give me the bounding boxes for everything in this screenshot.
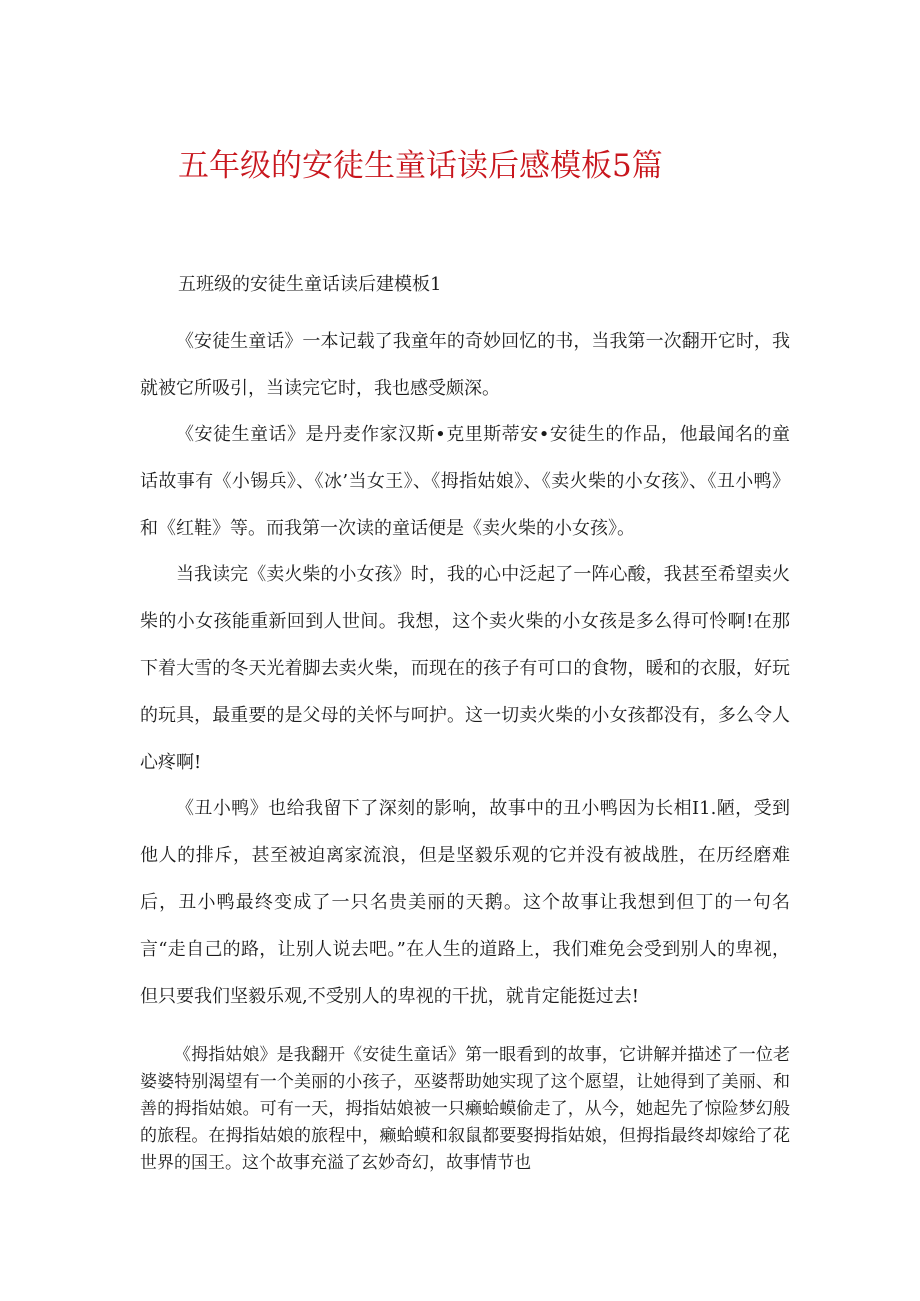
paragraph-match-girl: 当我读完《卖火柴的小女孩》时，我的心中泛起了一阵心酸，我甚至希望卖火柴的小女孩能重新回到人世间。我想，这个卖火柴的小女孩是多么得可怜啊!在那下着大雪的冬天光着脚去卖火柴，而现在的孩子有可口的食物，暖和的衣服，好玩的玩具，最重要的是父母的关怀与呵护。这一切卖火柴的小女孩都没有，多么令人心疼啊! — [140, 564, 790, 773]
paragraph-intro: 《安徒生童话》一本记载了我童年的奇妙回忆的书，当我第一次翻开它时，我就被它所吸引，当读完它时，我也感受颇深。 — [140, 331, 790, 399]
section-heading: 五班级的安徒生童话读后建模板1 — [178, 274, 442, 295]
paragraph-author-works: 《安徒生童话》是丹麦作家汉斯•克里斯蒂安•安徒生的作品，他最闻名的童话故事有《小锡兵》、《冰’当女王》、《拇指姑娘》、《卖火柴的小女孩》、《丑小鸭》和《红鞋》等。而我第一次读的童话便是《卖火柴的小女孩》。 — [140, 424, 790, 539]
document-title: 五年级的安徒生童话读后感模板5篇 — [178, 148, 663, 184]
paragraph-thumbelina: 《拇指姑娘》是我翻开《安徒生童话》第一眼看到的故事，它讲解并描述了一位老婆婆特别渴望有一个美丽的小孩子，巫婆帮助她实现了这个愿望，让她得到了美丽、和善的拇指姑娘。可有一天，拇指姑娘被一只癞蛤蟆偷走了，从今，她起先了惊险梦幻般的旅程。在拇指姑娘的旅程中，癞蛤蟆和叙鼠都要娶拇指姑娘，但拇指最终却嫁给了花世界的国王。这个故事充溢了玄妙奇幻，故事情节也 — [140, 1045, 790, 1173]
paragraph-ugly-duckling: 《丑小鸭》也给我留下了深刻的影响，故事中的丑小鸭因为长相I1.陋，受到他人的排斥，甚至被迫离家流浪，但是坚毅乐观的它并没有被战胜，在历经磨难后，丑小鸭最终变成了一只名贵美丽的天鹅。这个故事让我想到但丁的一句名言“走自己的路，让别人说去吧。”在人生的道路上，我们难免会受到别人的卑视，但只要我们坚毅乐观,不受别人的卑视的干扰，就肯定能挺过去! — [140, 798, 790, 1007]
